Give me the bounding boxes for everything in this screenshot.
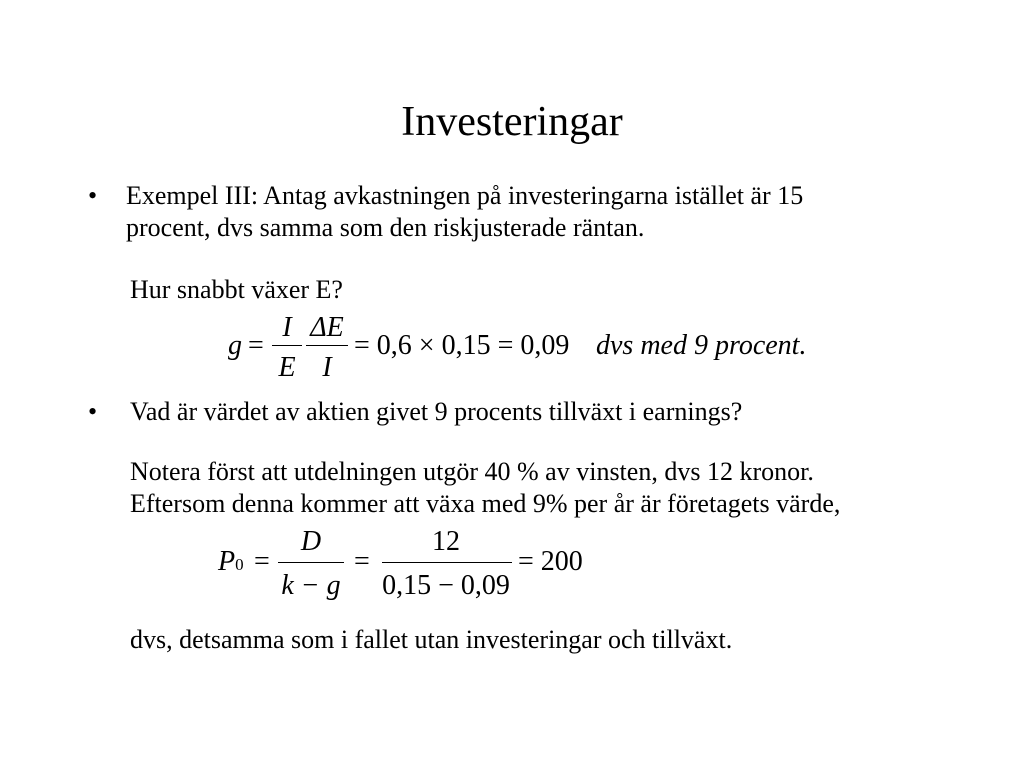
eq2-lhs: P0 [218, 546, 244, 577]
slide-title: Investeringar [401, 99, 623, 145]
eq1-equals: = [248, 330, 264, 361]
eq2-frac2-numerator: 12 [432, 526, 460, 557]
paragraph-line1: Notera först att utdelningen utgör 40 % av vinsten, dvs 12 kronor. [130, 457, 814, 486]
conclusion-text: dvs, detsamma som i fallet utan investeringar och tillväxt. [130, 625, 733, 654]
bullet-marker: • [88, 181, 98, 210]
growth-question: Hur snabbt växer E? [130, 275, 343, 304]
bullet1-line1: Exempel III: Antag avkastningen på investeringarna istället är 15 [126, 181, 804, 210]
eq1-frac1-numerator: I [282, 312, 292, 343]
bullet2-text: Vad är värdet av aktien givet 9 procents tillväxt i earnings? [130, 397, 743, 426]
eq2-equals-mid: = [354, 546, 370, 577]
eq1-frac2-numerator: ΔE [310, 312, 344, 343]
eq2-frac2-denominator: 0,15 − 0,09 [382, 570, 510, 601]
bullet-marker: • [88, 397, 98, 426]
eq2-frac2-bar [382, 562, 512, 563]
eq1-result: = 0,6 × 0,15 = 0,09 [354, 330, 570, 361]
eq2-result: = 200 [518, 546, 583, 577]
eq2-lhs-subscript: 0 [235, 555, 244, 574]
paragraph-line2: Eftersom denna kommer att växa med 9% per år är företagets värde, [130, 489, 841, 518]
eq1-frac2-bar [306, 345, 348, 346]
eq1-note: dvs med 9 procent. [596, 330, 807, 361]
eq2-equals: = [254, 546, 270, 577]
eq1-frac1-bar [272, 345, 302, 346]
eq2-frac1-bar [278, 562, 344, 563]
eq2-frac1-denominator: k − g [281, 570, 341, 601]
eq2-frac1-numerator: D [300, 526, 322, 557]
eq1-lhs: g [228, 330, 242, 361]
eq1-frac1-denominator: E [278, 352, 296, 383]
eq1-frac2-denominator: I [322, 352, 332, 383]
bullet1-line2: procent, dvs samma som den riskjusterade räntan. [126, 213, 645, 242]
